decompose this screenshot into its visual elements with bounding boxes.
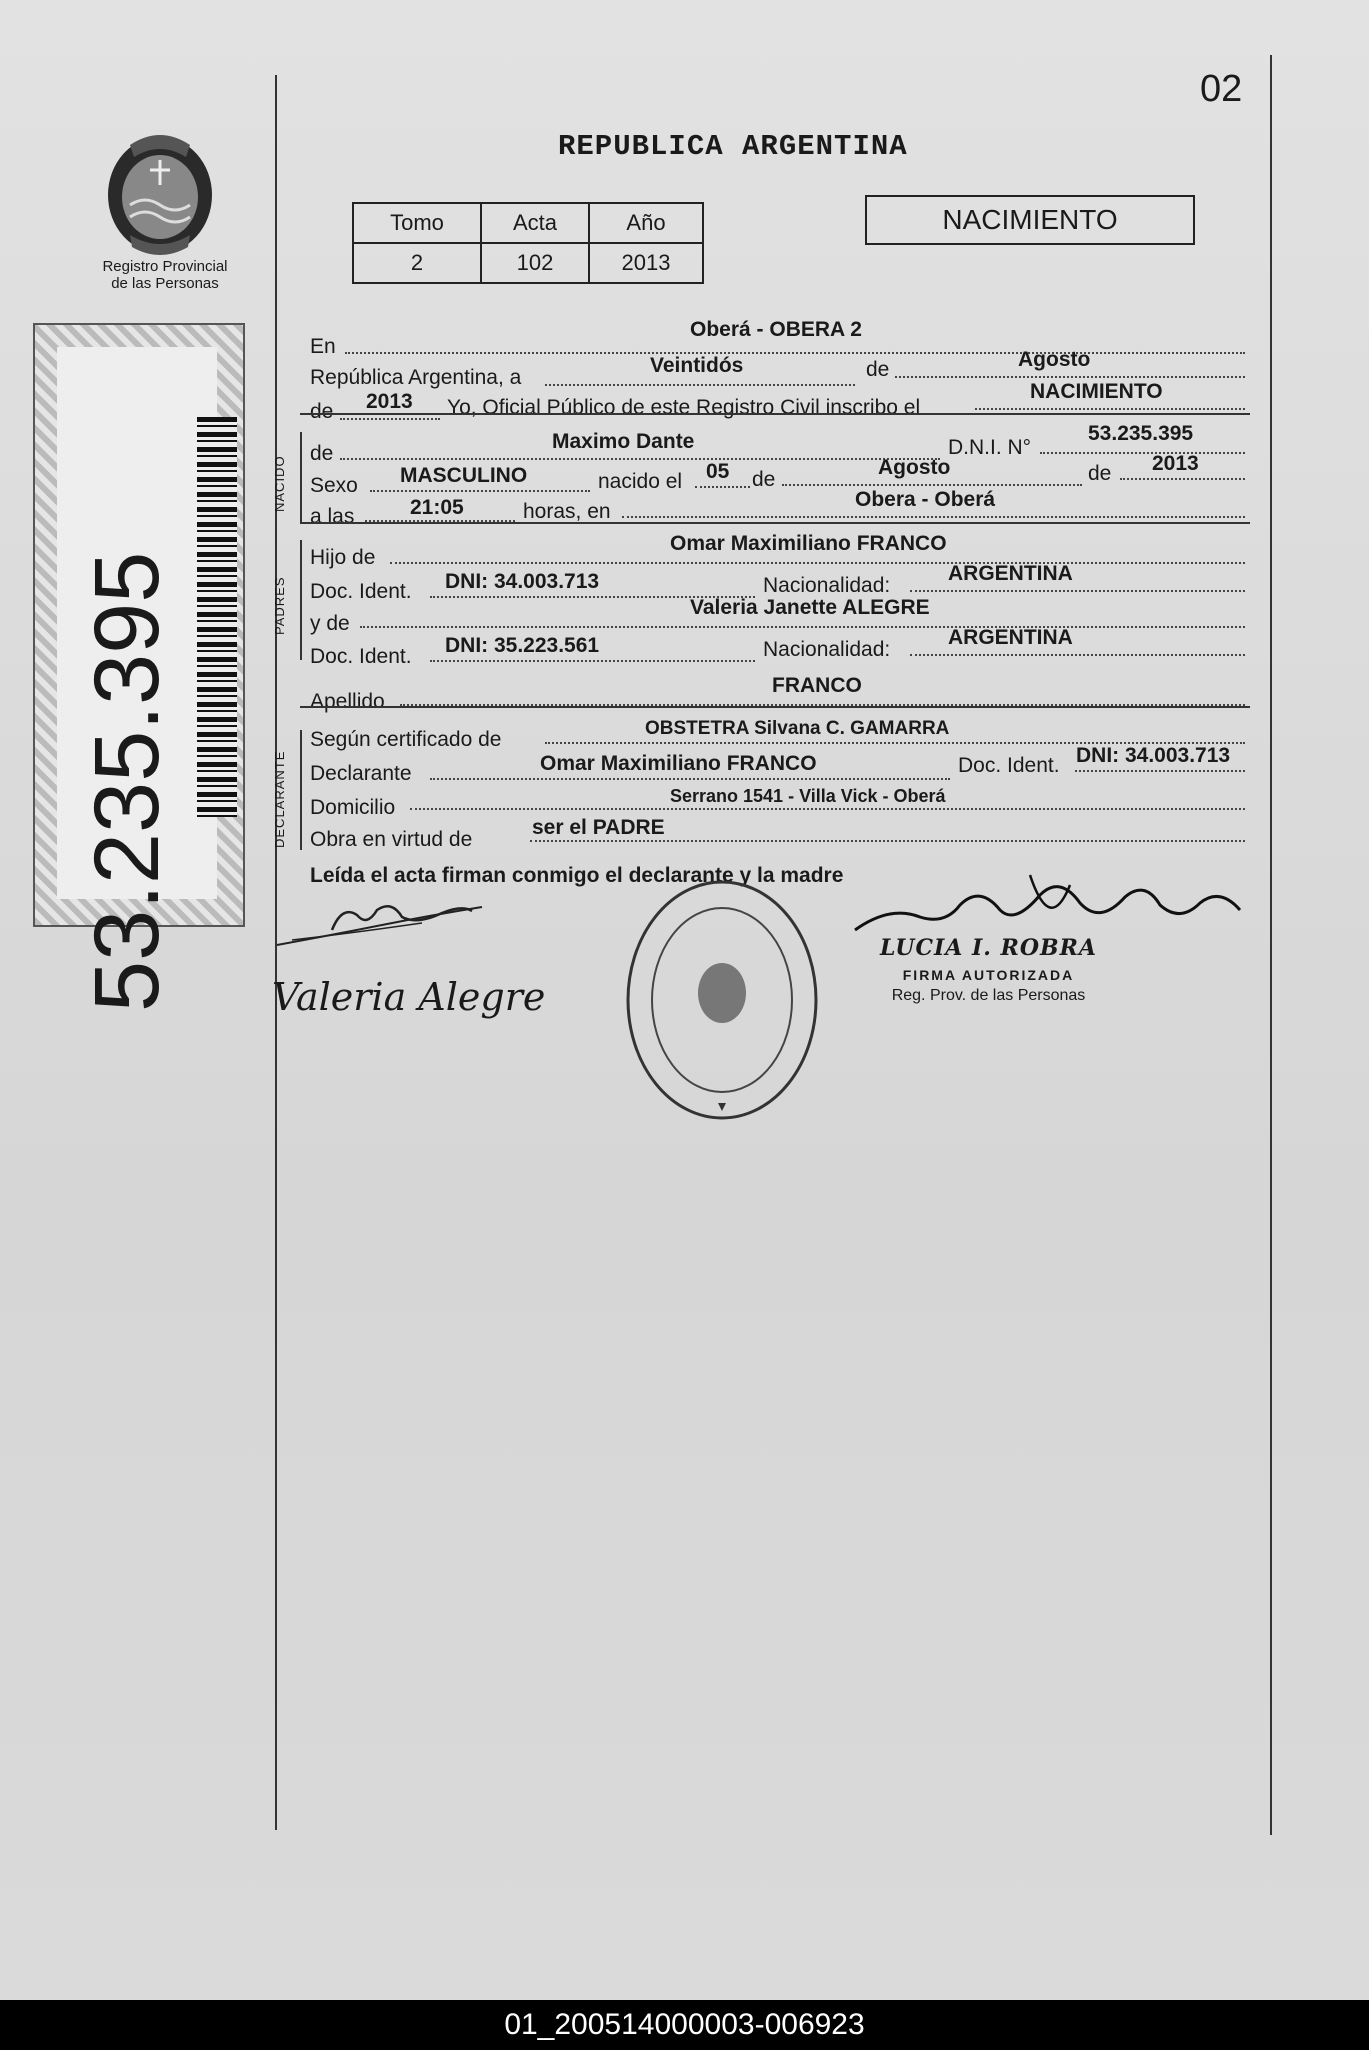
value-anio: 2013	[366, 390, 413, 413]
dotted-line	[430, 778, 950, 780]
label-republica: República Argentina, a	[310, 366, 522, 389]
value-madre-doc: DNI: 35.223.561	[445, 634, 600, 657]
section-label-declarante: DECLARANTE	[272, 750, 287, 848]
label-en: En	[310, 335, 336, 358]
label-y-de: y de	[310, 612, 350, 635]
label-hijo-de: Hijo de	[310, 546, 376, 569]
dotted-line	[410, 808, 1245, 810]
dotted-line	[695, 486, 750, 488]
dotted-line	[340, 418, 440, 420]
dotted-line	[390, 562, 1245, 564]
value-domicilio: Serrano 1541 - Villa Vick - Oberá	[670, 786, 946, 806]
registry-table	[352, 202, 704, 284]
registry-header-tomo: Tomo	[353, 203, 481, 243]
barcode-number-text: 53.235.395	[76, 551, 178, 1012]
value-apellido: FRANCO	[772, 674, 862, 697]
label-de: de	[310, 442, 334, 465]
dotted-line	[1075, 770, 1245, 772]
label-de: de	[1088, 462, 1112, 485]
value-obra: ser el PADRE	[532, 816, 665, 839]
barcode-inner	[57, 347, 217, 1012]
official-office: Reg. Prov. de las Personas	[891, 987, 1086, 1004]
registry-header-anio: Año	[589, 203, 703, 243]
dotted-line	[345, 352, 1245, 354]
registry-value-anio: 2013	[589, 243, 703, 283]
label-nacido-el: nacido el	[598, 470, 683, 493]
section-divider	[300, 706, 1250, 708]
dotted-line	[975, 408, 1245, 410]
dotted-line	[360, 626, 1245, 628]
label-nacionalidad: Nacionalidad:	[763, 638, 891, 661]
dotted-line	[782, 484, 1082, 486]
label-doc-ident: Doc. Ident.	[310, 580, 412, 603]
page-number: 02	[1200, 68, 1243, 110]
dotted-line	[910, 654, 1245, 656]
value-declarante: Omar Maximiliano FRANCO	[540, 752, 817, 775]
dotted-line	[530, 840, 1245, 842]
dotted-line	[430, 660, 755, 662]
label-de: de	[752, 468, 776, 491]
section-label-padres: PADRES	[272, 576, 287, 635]
official-stamp	[622, 875, 822, 1125]
value-mes: Agosto	[1018, 348, 1091, 371]
label-domicilio: Domicilio	[310, 796, 396, 819]
label-apellido: Apellido	[310, 690, 385, 713]
label-nacionalidad: Nacionalidad:	[763, 574, 891, 597]
official-name: LUCIA I. ROBRA	[880, 935, 1097, 961]
official-block	[880, 935, 1097, 1005]
section-bracket	[300, 432, 302, 522]
label-obra: Obra en virtud de	[310, 828, 473, 851]
value-padre: Omar Maximiliano FRANCO	[670, 532, 947, 555]
dotted-line	[545, 384, 855, 386]
section-divider	[300, 522, 1250, 524]
registry-value-tomo: 2	[353, 243, 481, 283]
label-doc-ident: Doc. Ident.	[958, 754, 1060, 777]
value-nac-anio: 2013	[1152, 452, 1199, 475]
dotted-line	[622, 516, 1245, 518]
province-seal-logo	[100, 125, 220, 260]
dotted-line	[910, 590, 1245, 592]
value-padre-doc: DNI: 34.003.713	[445, 570, 600, 593]
label-yo: Yo, Oficial Público de este Registro Civil inscribo el	[447, 396, 921, 419]
father-signature	[272, 895, 502, 955]
value-nac-dia: 05	[706, 460, 730, 483]
value-nac-mes: Agosto	[878, 456, 951, 479]
logo-caption	[80, 258, 250, 292]
label-dni: D.N.I. N°	[948, 436, 1032, 459]
value-nombre: Maximo Dante	[552, 430, 695, 453]
label-segun: Según certificado de	[310, 728, 502, 751]
value-padre-nac: ARGENTINA	[948, 562, 1073, 585]
label-de: de	[866, 358, 890, 381]
dotted-line	[895, 376, 1245, 378]
value-dni: 53.235.395	[1088, 422, 1194, 445]
section-divider	[300, 413, 1250, 415]
official-title: FIRMA AUTORIZADA	[902, 967, 1075, 983]
dotted-line	[1120, 478, 1245, 480]
registry-header-acta: Acta	[481, 203, 589, 243]
label-declarante: Declarante	[310, 762, 412, 785]
label-de: de	[310, 400, 334, 423]
dotted-line	[370, 490, 590, 492]
label-doc-ident: Doc. Ident.	[310, 645, 412, 668]
value-madre-nac: ARGENTINA	[948, 626, 1073, 649]
value-sexo: MASCULINO	[400, 464, 528, 487]
act-type-box: NACIMIENTO	[865, 195, 1195, 245]
label-sexo: Sexo	[310, 474, 358, 497]
section-bracket	[300, 730, 302, 850]
official-signature	[850, 855, 1260, 945]
section-label-nacido: NACIDO	[272, 455, 287, 512]
logo-caption-line: de las Personas	[111, 275, 219, 292]
logo-caption-line: Registro Provincial	[102, 258, 228, 275]
value-declarante-doc: DNI: 34.003.713	[1076, 744, 1231, 767]
value-tipo: NACIMIENTO	[1030, 380, 1163, 403]
label-a-las: a las	[310, 505, 355, 528]
document-header: REPUBLICA ARGENTINA	[558, 130, 908, 163]
barcode-bars	[197, 417, 237, 817]
barcode-label	[33, 323, 245, 1012]
mother-signature: Valeria Alegre	[272, 975, 546, 1019]
value-hora: 21:05	[410, 496, 464, 519]
dotted-line	[340, 458, 940, 460]
registry-value-acta: 102	[481, 243, 589, 283]
file-identifier-bar: 01_200514000003-006923	[0, 2000, 1369, 2050]
right-margin-line	[1270, 55, 1272, 1835]
value-certificado: OBSTETRA Silvana C. GAMARRA	[645, 718, 950, 739]
value-lugar-nac: Obera - Oberá	[855, 488, 996, 511]
label-horas-en: horas, en	[523, 500, 611, 523]
dotted-line	[1040, 452, 1245, 454]
closing-text: Leída el acta firman conmigo el declarante y la madre	[310, 864, 844, 887]
section-bracket	[300, 540, 302, 660]
value-lugar: Oberá - OBERA 2	[690, 318, 862, 341]
value-madre: Valeria Janette ALEGRE	[690, 596, 930, 619]
value-dia: Veintidós	[650, 354, 744, 377]
